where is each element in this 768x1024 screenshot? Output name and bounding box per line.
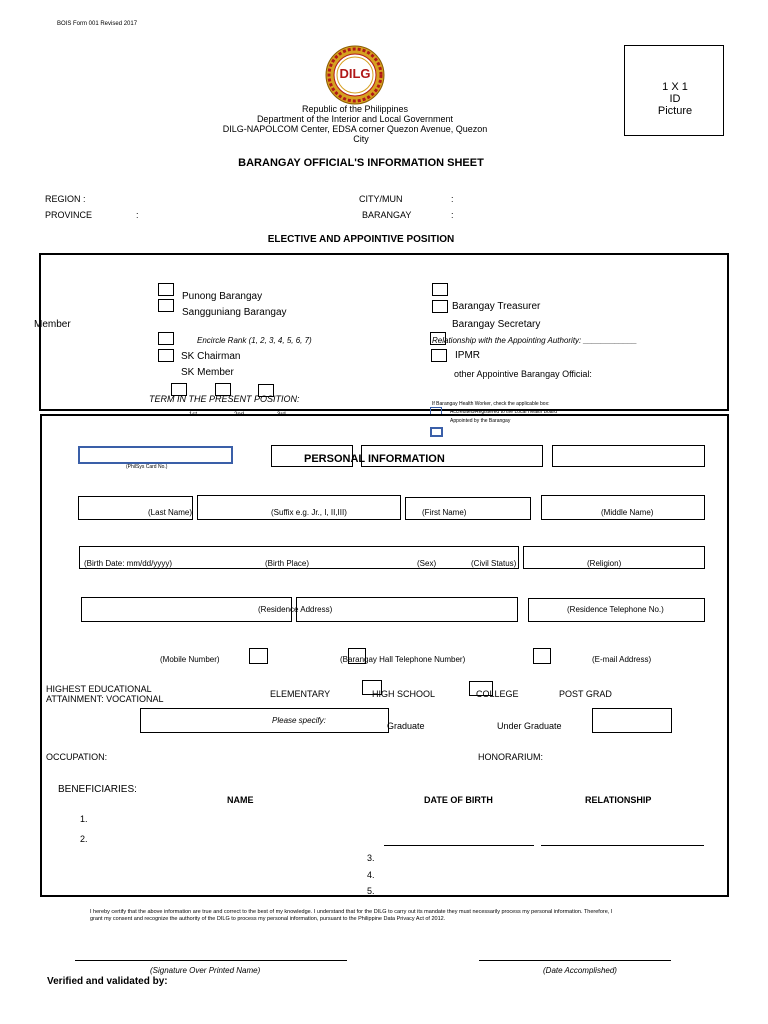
beneficiary-number: 2. [80,834,88,844]
photo-label-size: 1 X 1 [662,81,688,93]
philsys-card-input[interactable] [78,446,233,464]
sk-chairman-checkbox[interactable] [158,349,174,362]
under-graduate-label: Under Graduate [497,721,562,731]
middle-name-label: (Middle Name) [601,508,654,517]
specify-input[interactable] [140,708,389,733]
appointed-label: Appointed by the Barangay [450,418,511,424]
elementary-label: ELEMENTARY [270,689,331,699]
relationship-label: Relationship with the Appointing Authority: ____________ [432,336,637,345]
college-label: COLLEGE [476,689,519,699]
ipmr-label: IPMR [455,350,480,361]
residence-phone-label: (Residence Telephone No.) [567,605,664,614]
birth-date-label: (Birth Date: mm/dd/yyyy) [84,559,173,568]
sangguniang-checkbox[interactable] [158,299,174,312]
education-label-2: ATTAINMENT: VOCATIONAL [46,694,164,704]
hall-phone-label: (Barangay Hall Telephone Number) [340,655,466,664]
region-label: REGION : [45,194,86,204]
form-code: BOIS Form 001 Revised 2017 [57,21,138,27]
treasurer-checkbox[interactable] [432,300,448,313]
graduate-label: Graduate [387,721,425,731]
punong-barangay-checkbox[interactable] [158,283,174,296]
city-colon: : [451,194,454,204]
beneficiary-number: 4. [367,870,375,880]
civil-status-label: (Civil Status) [471,559,517,568]
sk-chairman-label: SK Chairman [181,351,241,362]
accredited-label: Accredited/Registered to the Local Health Board [450,409,558,415]
signature-label: (Signature Over Printed Name) [150,966,261,975]
other-appointive-label: other Appointive Barangay Official: [454,369,592,379]
city-label: CITY/MUN [359,194,403,204]
personal-field-box-right[interactable] [552,445,705,467]
beneficiary-number: 1. [80,814,88,824]
barangay-colon: : [451,210,454,220]
mobile-label: (Mobile Number) [160,655,220,664]
philsys-label: (PhilSys Card No.) [126,464,168,470]
ipmr-checkbox[interactable] [431,349,447,362]
signature-line [75,960,347,961]
sex-label: (Sex) [417,559,437,568]
honorarium-label: HONORARIUM: [478,752,543,762]
beneficiary-number: 3. [367,853,375,863]
occupation-label: OCCUPATION: [46,752,108,762]
sk-member-label: SK Member [181,367,234,378]
photo-label-picture: Picture [657,105,693,117]
religion-label: (Religion) [587,559,622,568]
certification-text-2: grant my consent and recognize the authority of the DILG to process my personal information, pursuant to the Philippine Data Privacy Act of 2012. [90,916,446,922]
beneficiary-name-header: NAME [227,795,254,805]
logo-text: DILG [339,66,371,81]
beneficiary-relationship-header: RELATIONSHIP [585,795,652,805]
sangguniang-label: Sangguniang Barangay [182,307,287,318]
please-specify-label: Please specify: [272,716,326,725]
certification-text: I hereby certify that the above information are true and correct to the best of my knowledge. I understand that for the DILG to carry out its mandate they must necessarily process my personal information. Therefore, I [90,909,613,915]
position-section [39,253,729,411]
address-line: DILG-NAPOLCOM Center, EDSA corner Quezon Avenue, Quezon [222,124,488,134]
term-label: TERM IN THE PRESENT POSITION: [149,394,300,404]
province-label: PROVINCE [45,210,93,220]
suffix-label: (Suffix e.g. Jr., I, II,III) [271,508,347,517]
education-label: HIGHEST EDUCATIONAL [46,684,152,694]
date-label: (Date Accomplished) [543,966,617,975]
position-heading: ELECTIVE AND APPOINTIVE POSITION [267,234,455,245]
appointive-checkbox[interactable] [432,283,448,296]
province-colon: : [136,210,139,220]
date-line [479,960,671,961]
under-graduate-input[interactable] [592,708,672,733]
last-name-label: (Last Name) [148,508,193,517]
member-label: Member [34,319,71,330]
email-input[interactable] [533,648,551,664]
encircle-rank-label: Encircle Rank (1, 2, 3, 4, 5, 6, 7) [197,336,312,345]
photo-box[interactable] [624,45,724,136]
beneficiary-dob-line [384,845,534,846]
treasurer-label: Barangay Treasurer [452,301,541,312]
form-title: BARANGAY OFFICIAL'S INFORMATION SHEET [238,157,484,169]
beneficiaries-label: BENEFICIARIES: [58,784,137,795]
term-1-label: 1st [189,412,198,418]
beneficiary-relationship-line [541,845,704,846]
birth-place-label: (Birth Place) [265,559,310,568]
post-grad-label: POST GRAD [559,689,612,699]
personal-heading: PERSONAL INFORMATION [304,453,445,465]
verified-label: Verified and validated by: [47,976,168,987]
beneficiary-number: 5. [367,886,375,896]
term-2-label: 2nd [234,412,245,418]
dilg-seal-logo [325,45,385,105]
high-school-label: HIGH SCHOOL [372,689,436,699]
address-line-2: City [353,134,369,144]
punong-barangay-label: Punong Barangay [182,291,263,302]
mobile-input[interactable] [249,648,268,664]
department-line: Department of the Interior and Local Government [256,114,454,124]
rank-checkbox[interactable] [158,332,174,345]
beneficiary-dob-header: DATE OF BIRTH [424,795,493,805]
term-3-label: 3rd [277,412,286,418]
residence-address-label: (Residence Address) [258,605,333,614]
republic-line: Republic of the Philippines [301,104,409,114]
health-worker-label: If Barangay Health Worker, check the applicable box: [432,401,550,407]
first-name-label: (First Name) [422,508,467,517]
barangay-label: BARANGAY [362,210,412,220]
secretary-label: Barangay Secretary [452,319,541,330]
email-label: (E-mail Address) [592,655,652,664]
photo-label-id: ID [669,93,681,105]
